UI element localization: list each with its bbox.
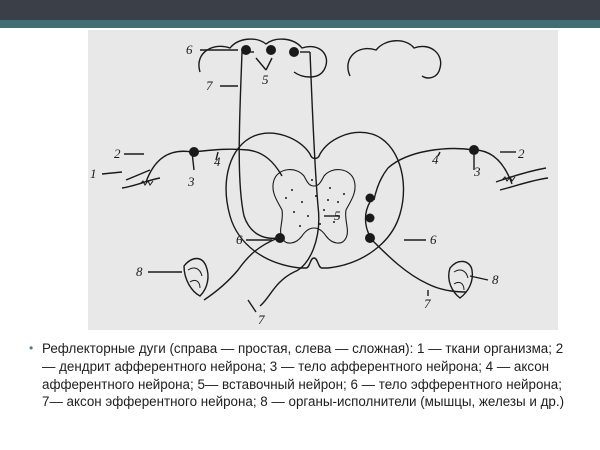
caption-text: Рефлекторные дуги (справа — простая, слева — сложная): 1 — ткани организма; 2 — дендрит афферентного нейрона; 3 — тело афферентного нейрона; 4 — аксон афферентного нейрона; 5— вставочный нейрон; 6 — тело эфферентного нейрона; 7— аксон эфферентного нейрона; 8 — органы-исполнители (мышцы, железы и др.) [42, 341, 565, 410]
right-afferent-axon [374, 149, 474, 200]
left-interneuron-body-2 [266, 45, 276, 55]
left-descending-axon [260, 52, 319, 306]
right-afferent-body [469, 145, 479, 155]
reflex-arc-figure [88, 30, 558, 330]
left-ascending-tract [239, 52, 278, 238]
left-interneuron-body [241, 45, 251, 55]
label-8-left: 8 [136, 264, 143, 279]
brain-outline-right [348, 41, 441, 78]
right-interneuron-body [366, 194, 375, 203]
grey-matter [273, 170, 355, 243]
left-efferent-axon [204, 238, 278, 300]
label-6-right: 6 [430, 232, 437, 247]
label-7-top: 7 [206, 78, 213, 93]
slide-header-bar [0, 0, 600, 20]
right-tissue [496, 168, 548, 190]
label-2-right: 2 [518, 146, 525, 161]
label-8-right: 8 [492, 272, 499, 287]
label-7-bottom-left: 7 [258, 312, 265, 327]
left-dendrite [146, 151, 192, 182]
right-interneuron-body-2 [366, 214, 375, 223]
reflex-arc-diagram [88, 30, 558, 330]
label-4-right: 4 [432, 152, 439, 167]
label-4-left: 4 [214, 154, 221, 169]
left-efferent-body [275, 233, 285, 243]
label-6-left: 6 [236, 232, 243, 247]
left-tissue [122, 170, 160, 188]
right-efferent-body [365, 233, 375, 243]
bullet-icon: • [29, 341, 34, 355]
left-interneuron-body-3 [289, 47, 299, 57]
label-3-left: 3 [188, 174, 195, 189]
left-afferent-axon [192, 149, 282, 176]
label-1-left: 1 [90, 166, 97, 181]
label-6-top: 6 [186, 42, 193, 57]
slide-accent-bar [0, 20, 600, 28]
label-2-left: 2 [114, 146, 121, 161]
label-3-right: 3 [474, 164, 481, 179]
label-5-top: 5 [262, 72, 269, 87]
label-7-bottom-right: 7 [424, 296, 431, 311]
label-5-center: 5 [334, 208, 341, 223]
figure-caption [29, 340, 572, 411]
left-effector [184, 259, 208, 297]
left-afferent-body [189, 147, 199, 157]
